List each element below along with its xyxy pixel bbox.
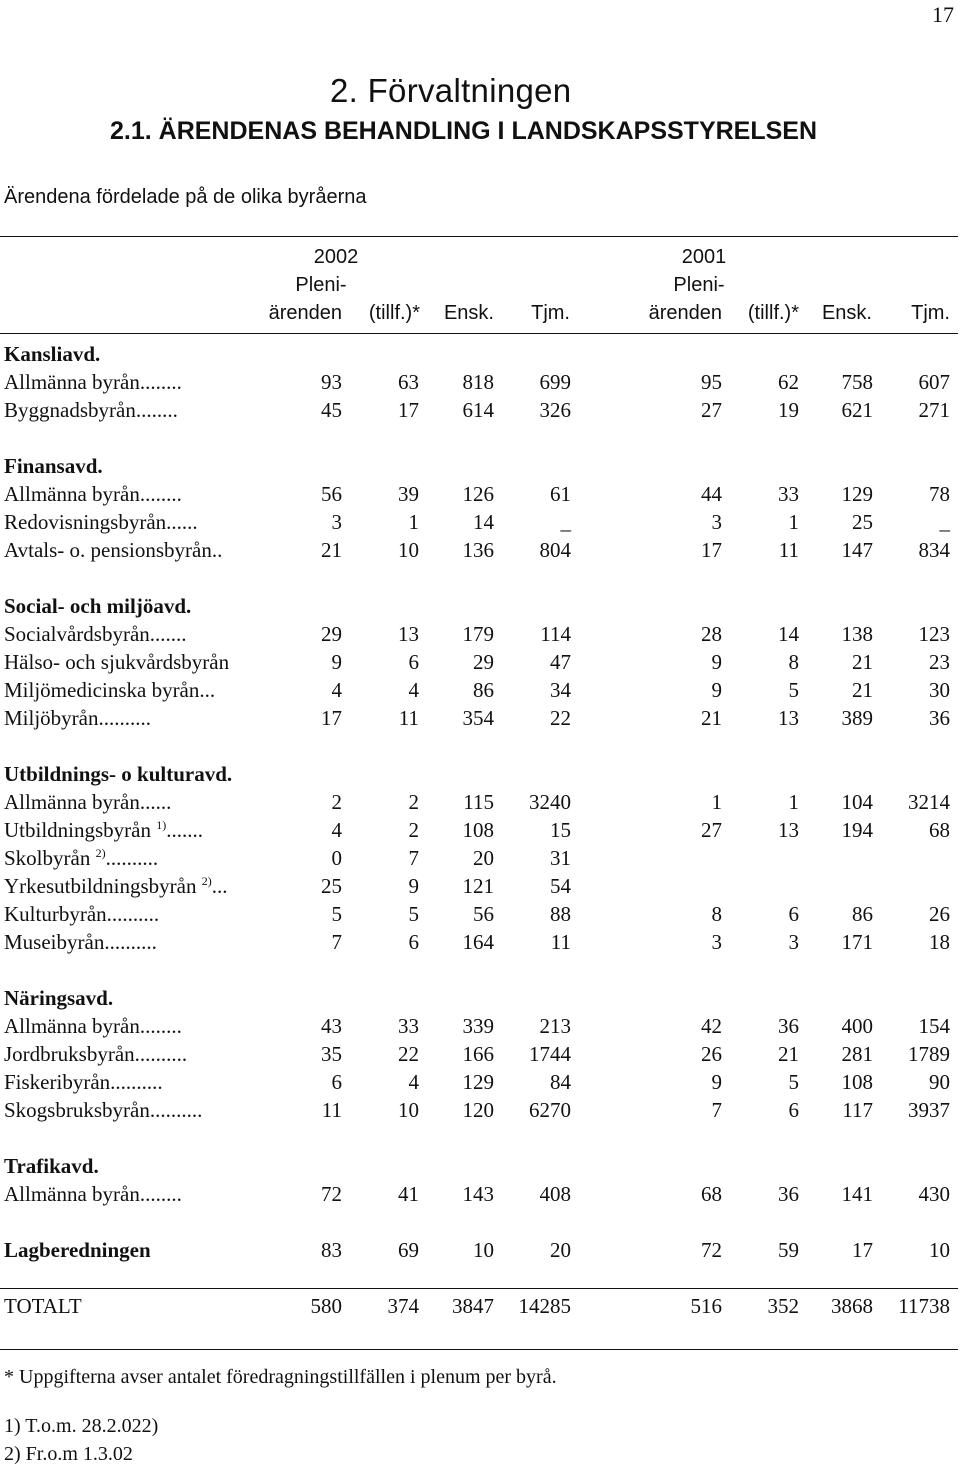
cell-2002-col3: 179 [462,622,494,646]
footnote-1: 1) T.o.m. 28.2.022) [4,1415,159,1437]
cell-2002-col1: 35 [321,1042,342,1066]
cell-2001-col4: 3937 [908,1098,950,1122]
table-row [0,396,960,424]
row-label [4,1040,187,1068]
cell-2001-col2: 14 [778,622,799,646]
header-ensk-2002: Ensk. [443,302,494,324]
cell-2001-col2: 3 [788,930,799,954]
cell-2002-col2: 11 [398,706,419,730]
cell-2001-col4: 78 [929,482,950,506]
cell-2001-col1: 3 [711,510,722,534]
cell-2002-col1: 580 [310,1294,342,1318]
cell-2001-col1: 95 [701,370,722,394]
row-label-text: Avtals- o. pensionsbyrån [4,538,212,562]
cell-2001-col2: 8 [788,650,799,674]
cell-2002-col1: 29 [321,622,342,646]
cell-2001-col2: 62 [778,370,799,394]
cell-2001-col2: 5 [788,678,799,702]
cell-2002-col4: 114 [540,622,571,646]
cell-2001-col3: 141 [841,1182,873,1206]
table-row [0,620,960,648]
cell-2002-col1: 17 [321,706,342,730]
cell-2001-col1: 7 [711,1098,722,1122]
cell-2002-col4: 20 [550,1238,571,1262]
cell-2002-col2: 10 [398,1098,419,1122]
cell-2001-col3: 129 [841,482,873,506]
leader-dots: ........ [139,370,182,394]
cell-2001-col4: 271 [918,398,950,422]
row-gap [0,956,960,984]
table-row [0,928,960,956]
cell-2001-col4: 154 [918,1014,950,1038]
cell-2001-col1: 27 [701,398,722,422]
cell-2001-col1: 9 [711,1070,722,1094]
cell-2002-col3: 29 [473,650,494,674]
leader-dots: .......... [105,846,159,870]
table-row [0,1096,960,1124]
leader-dots: ........ [139,1014,182,1038]
cell-2002-col2: 374 [387,1294,419,1318]
cell-2001-col4: 834 [918,538,950,562]
cell-2001-col1: 1 [711,790,722,814]
cell-2002-col4: 88 [550,902,571,926]
row-label-text: Skolbyrån [4,846,91,870]
cell-2002-col2: 7 [408,846,419,870]
row-label [4,844,158,872]
header-ensk-2001: Ensk. [821,302,872,324]
cell-2001-col4: 18 [929,930,950,954]
cell-2001-col1: 3 [711,930,722,954]
cell-2001-col4: 23 [929,650,950,674]
row-label-text: Lagberedningen [4,1238,151,1262]
table-row [0,704,960,732]
section-header-row [0,1152,960,1180]
cell-2001-col1: 26 [701,1042,722,1066]
cell-2001-col2: 352 [767,1294,799,1318]
cell-2002-col4: 34 [550,678,571,702]
cell-2001-col2: 13 [778,706,799,730]
cell-2002-col4: _ [560,510,571,534]
table-row [0,536,960,564]
cell-2002-col4: 1744 [529,1042,571,1066]
cell-2002-col2: 39 [398,482,419,506]
row-label-text: Fiskeribyrån [4,1070,111,1094]
cell-2001-col2: 1 [788,790,799,814]
leader-dots: ........ [139,482,182,506]
cell-2002-col4: 6270 [529,1098,571,1122]
cell-2002-col2: 2 [408,818,419,842]
cell-2001-col4: 26 [929,902,950,926]
row-label [4,872,227,900]
cell-2002-col2: 9 [408,874,419,898]
header-year-2002: 2002 [313,246,359,268]
row-gap [0,424,960,452]
cell-2002-col2: 2 [408,790,419,814]
row-label [4,676,215,704]
cell-2002-col2: 4 [408,678,419,702]
footnote-marker: 2) [201,874,212,888]
leader-dots: ... [199,678,216,702]
header-pleni-2002-line2: ärenden [268,302,342,324]
cell-2001-col4: 90 [929,1070,950,1094]
cell-2001-col3: 400 [841,1014,873,1038]
cell-2001-col2: 21 [778,1042,799,1066]
cell-2002-col2: 13 [398,622,419,646]
row-label-text: Allmänna byrån [4,1182,140,1206]
chapter-title: 2. Förvaltningen [330,72,572,109]
cell-2002-col1: 21 [321,538,342,562]
cell-2001-col3: 281 [841,1042,873,1066]
table-row [0,788,960,816]
cell-2002-col4: 3240 [529,790,571,814]
header-pleni-2001-line1: Pleni- [673,274,725,296]
section-header-row [0,592,960,620]
row-label-text: Yrkesutbildningsbyrån [4,874,197,898]
section-title: 2.1. ÄRENDENAS BEHANDLING I LANDSKAPSSTYRELSEN [110,117,818,145]
header-tjm-2002: Tjm. [531,302,570,324]
row-label [4,928,157,956]
leader-dots: .......... [110,1070,163,1094]
cell-2002-col4: 804 [539,538,571,562]
leader-dots: .......... [98,706,151,730]
section-header-row [0,452,960,480]
header-tillf-2002: (tillf.)* [368,302,420,324]
cell-2002-col2: 63 [398,370,419,394]
cell-2002-col1: 93 [321,370,342,394]
row-label [4,620,187,648]
leader-dots: ...... [139,790,172,814]
cell-2001-col2: 11 [778,538,799,562]
cell-2001-col4: 36 [929,706,950,730]
cell-2001-col2: 6 [788,1098,799,1122]
row-label [4,1096,202,1124]
cell-2002-col1: 3 [331,510,342,534]
section-label: Social- och miljöavd. [4,594,192,618]
leader-dots: .. [211,538,223,562]
cell-2002-col2: 4 [408,1070,419,1094]
cell-2001-col1: 17 [701,538,722,562]
row-label-text: Museibyrån [4,930,105,954]
cell-2002-col3: 108 [462,818,494,842]
total-rule [0,1288,958,1289]
cell-2002-col1: 7 [331,930,342,954]
row-label-text: Kulturbyrån [4,902,107,926]
header-year-2001: 2001 [681,246,727,268]
cell-2001-col2: 59 [778,1238,799,1262]
row-label-text: Allmänna byrån [4,1014,140,1038]
cell-2002-col1: 56 [321,482,342,506]
table-row [0,368,960,396]
cell-2001-col3: 147 [841,538,873,562]
cell-2002-col4: 84 [550,1070,571,1094]
row-label [4,1012,182,1040]
cell-2001-col1: 42 [701,1014,722,1038]
section-label: Kansliavd. [4,342,101,366]
section-header-row [0,984,960,1012]
cell-2002-col4: 15 [550,818,571,842]
cell-2002-col2: 17 [398,398,419,422]
cell-2002-col3: 126 [462,482,494,506]
total-row [0,1292,960,1320]
cell-2002-col4: 326 [539,398,571,422]
cell-2001-col3: 758 [841,370,873,394]
cell-2001-col3: 138 [841,622,873,646]
cell-2001-col1: 516 [690,1294,722,1318]
cell-2002-col1: 72 [321,1182,342,1206]
leader-dots: ...... [166,510,198,534]
cell-2001-col4: _ [939,510,950,534]
cell-2001-col3: 194 [841,818,873,842]
cell-2001-col3: 117 [842,1098,873,1122]
header-pleni-2002-line1: Pleni- [295,274,347,296]
cell-2001-col4: 607 [918,370,950,394]
cell-2002-col2: 10 [398,538,419,562]
header-pleni-2001-line2: ärenden [648,302,722,324]
cell-2002-col3: 136 [462,538,494,562]
table-row [0,1012,960,1040]
leader-dots: ........ [135,398,178,422]
row-gap [0,1208,960,1236]
row-label-text: Hälso- och sjukvårdsbyrån [4,650,230,674]
cell-2001-col3: 21 [852,650,873,674]
table-body [0,340,960,1320]
cell-2002-col3: 354 [462,706,494,730]
cell-2002-col3: 339 [462,1014,494,1038]
cell-2002-col4: 408 [539,1182,571,1206]
row-label [4,704,151,732]
cell-2002-col1: 2 [331,790,342,814]
table-row [0,900,960,928]
table-top-rule [0,236,958,237]
row-label-text: Redovisningsbyrån [4,510,167,534]
row-label-text: Socialvårdsbyrån [4,622,150,646]
cell-2002-col4: 47 [550,650,571,674]
cell-2001-col3: 86 [852,902,873,926]
cell-2001-col3: 21 [852,678,873,702]
leader-dots: ... [211,874,228,898]
cell-2002-col3: 143 [462,1182,494,1206]
cell-2001-col1: 72 [701,1238,722,1262]
cell-2002-col1: 43 [321,1014,342,1038]
row-label-text: Allmänna byrån [4,790,140,814]
table-subtitle: Ärendena fördelade på de olika byråerna [4,186,367,208]
cell-2002-col2: 6 [408,650,419,674]
cell-2002-col1: 25 [321,874,342,898]
cell-2001-col1: 44 [701,482,722,506]
section-label: Finansavd. [4,454,103,478]
row-label [4,816,203,844]
section-label: Trafikavd. [4,1154,99,1178]
table-row [0,816,960,844]
cell-2002-col3: 56 [473,902,494,926]
footnote-marker: 1) [156,818,167,832]
cell-2001-col3: 389 [841,706,873,730]
row-label [4,788,171,816]
page-number: 17 [932,2,954,27]
cell-2002-col2: 22 [398,1042,419,1066]
row-label-text: Allmänna byrån [4,482,140,506]
cell-2002-col2: 5 [408,902,419,926]
leader-dots: .......... [149,1098,203,1122]
row-label [4,368,182,396]
table-row [0,1040,960,1068]
cell-2002-col2: 1 [408,510,419,534]
cell-2002-col3: 129 [462,1070,494,1094]
table-row [0,872,960,900]
cell-2002-col3: 166 [462,1042,494,1066]
cell-2001-col2: 19 [778,398,799,422]
cell-2001-col2: 36 [778,1182,799,1206]
cell-2002-col1: 5 [331,902,342,926]
row-label-text: Skogsbruksbyrån [4,1098,150,1122]
cell-2002-col2: 69 [398,1238,419,1262]
cell-2001-col2: 1 [788,510,799,534]
leader-dots: ....... [166,818,203,842]
total-gap [0,1264,960,1292]
cell-2002-col4: 61 [550,482,571,506]
section-header-row [0,760,960,788]
cell-2002-col1: 83 [321,1238,342,1262]
cell-2001-col4: 11738 [898,1294,950,1318]
header-tillf-2001: (tillf.)* [747,302,799,324]
section-label: Näringsavd. [4,986,114,1010]
cell-2001-col3: 25 [852,510,873,534]
cell-2001-col3: 104 [841,790,873,814]
cell-2002-col3: 614 [462,398,494,422]
cell-2001-col2: 6 [788,902,799,926]
row-label [4,1180,182,1208]
row-label-text: Miljömedicinska byrån [4,678,200,702]
table-row [0,648,960,676]
section-label: Utbildnings- o kulturavd. [4,762,233,786]
footnote-rule [0,1349,958,1350]
leader-dots: ........ [139,1182,182,1206]
row-label [4,396,178,424]
cell-2002-col3: 86 [473,678,494,702]
cell-2001-col3: 17 [852,1238,873,1262]
cell-2002-col1: 4 [331,678,342,702]
cell-2001-col3: 108 [841,1070,873,1094]
cell-2001-col2: 36 [778,1014,799,1038]
cell-2002-col1: 6 [331,1070,342,1094]
cell-2002-col3: 10 [473,1238,494,1262]
cell-2001-col4: 430 [918,1182,950,1206]
header-bottom-rule [0,333,958,334]
cell-2001-col4: 3214 [908,790,950,814]
cell-2002-col4: 31 [550,846,571,870]
row-label-text: Utbildningsbyrån [4,818,151,842]
cell-2002-col4: 11 [550,930,571,954]
table-row [0,508,960,536]
row-gap [0,732,960,760]
row-label [4,536,222,564]
leader-dots: .......... [134,1042,188,1066]
leader-dots: ....... [149,622,187,646]
cell-2001-col1: 21 [701,706,722,730]
cell-2002-col3: 818 [462,370,494,394]
header-tjm-2001: Tjm. [911,302,950,324]
cell-2001-col1: 27 [701,818,722,842]
row-label-text: Allmänna byrån [4,370,140,394]
cell-2002-col4: 213 [539,1014,571,1038]
cell-2002-col1: 9 [331,650,342,674]
cell-2002-col1: 45 [321,398,342,422]
cell-2001-col3: 621 [841,398,873,422]
cell-2002-col3: 115 [463,790,494,814]
row-label [4,480,182,508]
cell-2001-col4: 68 [929,818,950,842]
table-row [0,844,960,872]
row-label [4,648,229,676]
footnote-2: 2) Fr.o.m 1.3.02 [4,1443,133,1465]
section-header-row [0,340,960,368]
cell-2001-col1: 9 [711,678,722,702]
cell-2002-col3: 14 [473,510,494,534]
row-label-text: Miljöbyrån [4,706,99,730]
row-label-text: Byggnadsbyrån [4,398,136,422]
cell-2001-col2: 13 [778,818,799,842]
cell-2001-col2: 33 [778,482,799,506]
cell-2001-col1: 68 [701,1182,722,1206]
cell-2002-col1: 4 [331,818,342,842]
cell-2001-col4: 123 [918,622,950,646]
cell-2001-col1: 9 [711,650,722,674]
footnote-marker: 2) [95,846,106,860]
cell-2001-col1: 28 [701,622,722,646]
cell-2002-col3: 120 [462,1098,494,1122]
cell-2002-col4: 699 [539,370,571,394]
cell-2002-col3: 3847 [452,1294,494,1318]
row-label [4,508,198,536]
row-gap [0,1124,960,1152]
cell-2002-col4: 54 [550,874,571,898]
row-label [4,1068,163,1096]
row-label-text: Jordbruksbyrån [4,1042,135,1066]
cell-2001-col2: 5 [788,1070,799,1094]
cell-2002-col3: 20 [473,846,494,870]
cell-2002-col2: 33 [398,1014,419,1038]
row-label-text: TOTALT [4,1294,82,1318]
leader-dots: .......... [104,930,157,954]
cell-2001-col1: 8 [711,902,722,926]
row-label [4,900,159,928]
cell-2002-col2: 41 [398,1182,419,1206]
cell-2001-col4: 1789 [908,1042,950,1066]
cell-2001-col4: 10 [929,1238,950,1262]
table-row [0,1068,960,1096]
leader-dots: .......... [106,902,160,926]
cell-2002-col3: 121 [462,874,494,898]
cell-2002-col1: 11 [321,1098,342,1122]
cell-2001-col3: 3868 [831,1294,873,1318]
cell-2002-col3: 164 [462,930,494,954]
table-row [0,1236,960,1264]
footnote-main: * Uppgifterna avser antalet föredragningstillfällen i plenum per byrå. [4,1366,557,1388]
row-label [4,1292,82,1320]
table-row [0,676,960,704]
cell-2002-col4: 22 [550,706,571,730]
cell-2002-col2: 6 [408,930,419,954]
cell-2002-col4: 14285 [518,1294,571,1318]
table-row [0,480,960,508]
row-label [4,1236,151,1264]
table-row [0,1180,960,1208]
cell-2002-col1: 0 [331,846,342,870]
cell-2001-col3: 171 [841,930,873,954]
row-gap [0,564,960,592]
cell-2001-col4: 30 [929,678,950,702]
